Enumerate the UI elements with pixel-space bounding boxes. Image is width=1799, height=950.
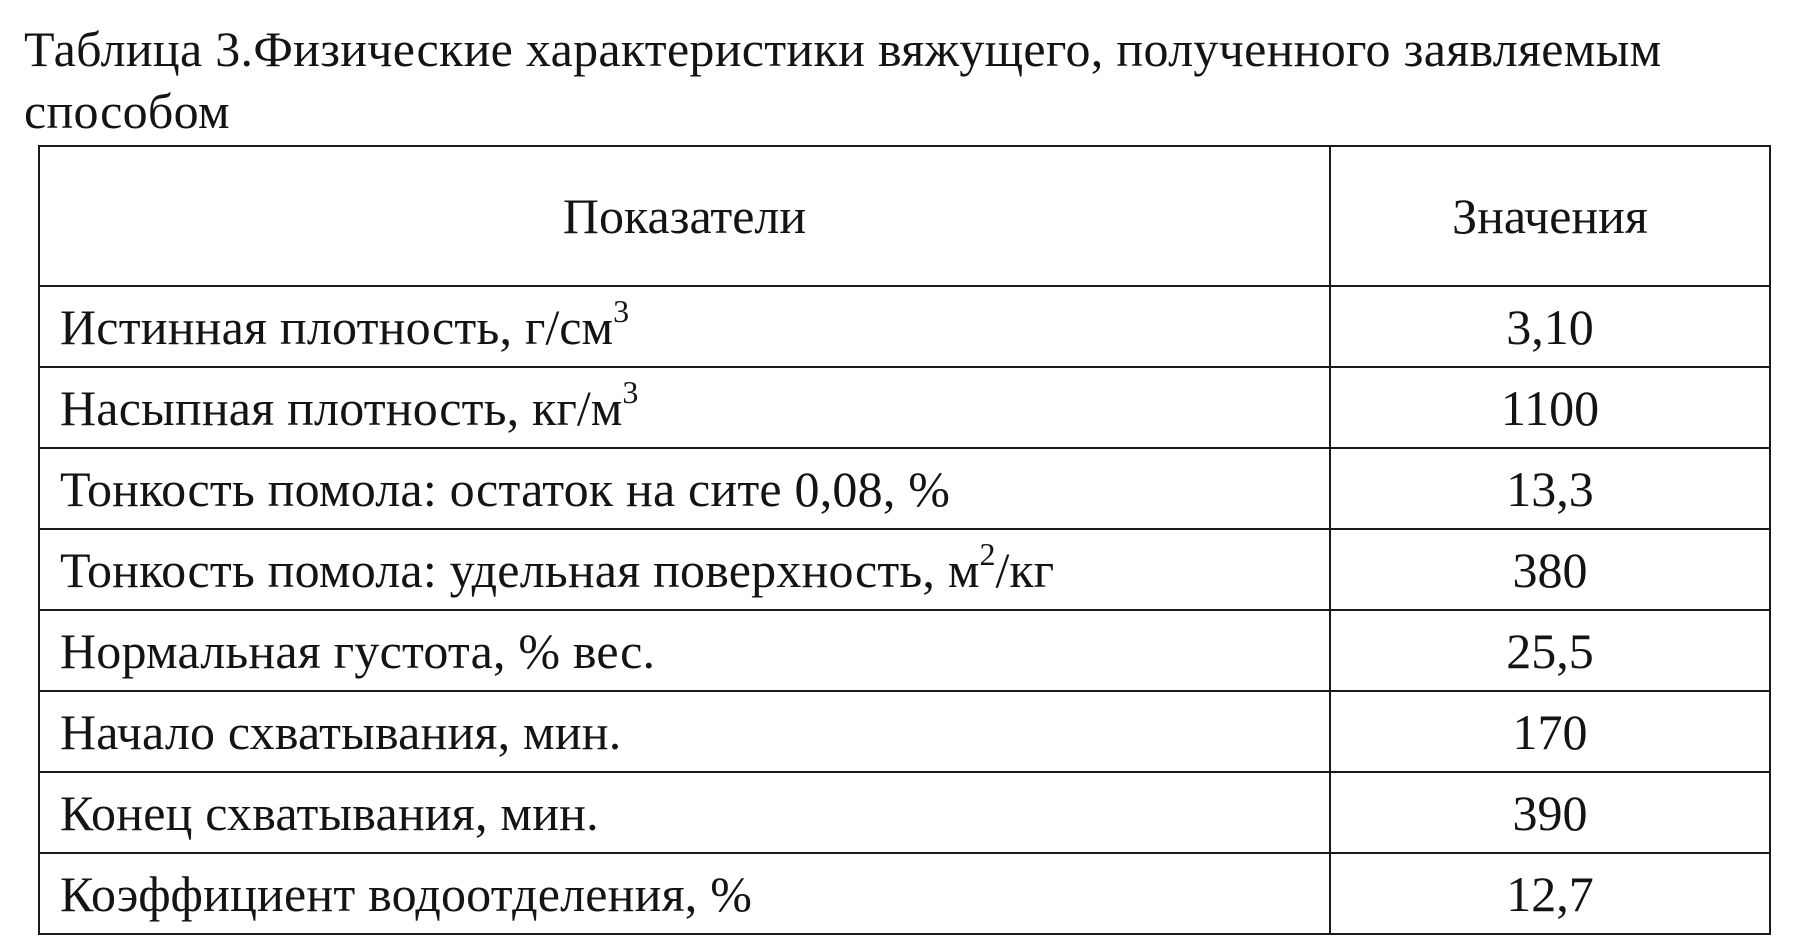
- column-header-indicators: Показатели: [39, 146, 1330, 286]
- unit-superscript: 2: [979, 535, 996, 572]
- properties-table: [38, 145, 1771, 935]
- value-cell: 1100: [1330, 367, 1770, 448]
- indicator-cell: [39, 367, 1330, 448]
- table-row: [39, 367, 1770, 448]
- value-cell: 25,5: [1330, 610, 1770, 691]
- column-header-values: Значения: [1330, 146, 1770, 286]
- value-cell: 3,10: [1330, 286, 1770, 367]
- table-row: [39, 772, 1770, 853]
- indicator-name: Нормальная густота, % вес.: [60, 622, 656, 679]
- value-cell: 12,7: [1330, 853, 1770, 934]
- indicator-name: Истинная плотность,: [60, 298, 525, 355]
- value-cell: 170: [1330, 691, 1770, 772]
- indicator-cell: [39, 610, 1330, 691]
- table-row: [39, 691, 1770, 772]
- table-row: [39, 610, 1770, 691]
- unit-superscript: 3: [613, 292, 630, 329]
- indicator-unit: кг/м: [532, 379, 623, 436]
- indicator-name: Насыпная плотность,: [60, 379, 533, 436]
- indicator-name: Тонкость помола: остаток на сите 0,08, %: [60, 460, 951, 517]
- indicator-cell: [39, 853, 1330, 934]
- value-cell: 390: [1330, 772, 1770, 853]
- indicator-cell: [39, 448, 1330, 529]
- table-caption: Таблица 3.Физические характеристики вяжущего, полученного заявляемым способом: [24, 21, 1662, 139]
- indicator-cell: [39, 286, 1330, 367]
- indicator-name: Тонкость помола: удельная поверхность,: [60, 541, 948, 598]
- indicator-name: Конец схватывания, мин.: [60, 784, 599, 841]
- unit-superscript: 3: [622, 373, 639, 410]
- table-header-row: [39, 146, 1770, 286]
- indicator-unit: г/см: [524, 298, 614, 355]
- table-row: [39, 529, 1770, 610]
- indicator-cell: [39, 529, 1330, 610]
- indicator-cell: [39, 772, 1330, 853]
- indicator-name: Начало схватывания, мин.: [60, 703, 622, 760]
- indicator-unit: м: [947, 541, 980, 598]
- value-cell: 13,3: [1330, 448, 1770, 529]
- table-row: [39, 853, 1770, 934]
- indicator-unit-suffix: /кг: [995, 541, 1055, 598]
- indicator-cell: [39, 691, 1330, 772]
- indicator-name: Коэффициент водоотделения, %: [60, 865, 753, 922]
- value-cell: 380: [1330, 529, 1770, 610]
- table-row: [39, 448, 1770, 529]
- table-row: [39, 286, 1770, 367]
